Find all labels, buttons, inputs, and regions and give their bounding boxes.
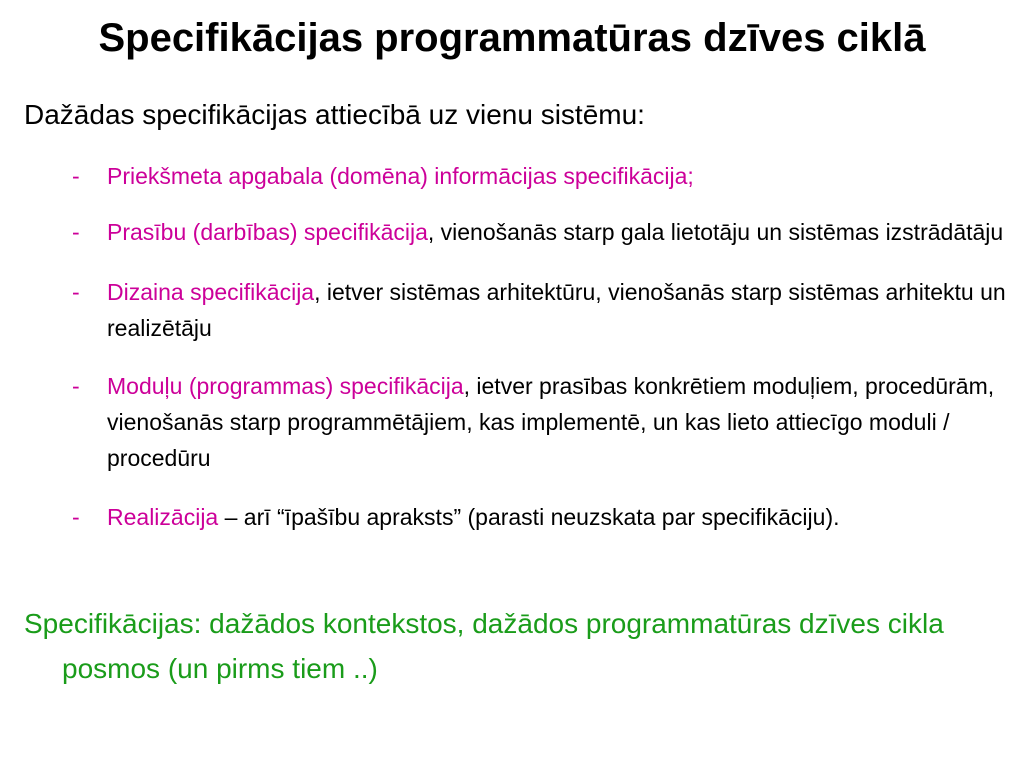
list-item: [72, 214, 1022, 250]
bullet-dash: -: [72, 279, 80, 305]
intro-text: Dažādas specifikācijas attiecībā uz vienu sistēmu:: [24, 99, 645, 130]
bullet-dash: -: [72, 373, 80, 399]
list-item: [72, 158, 1022, 194]
bullet-dash: -: [72, 219, 80, 245]
list-item: [72, 499, 1022, 535]
bullet-highlight: Prasību (darbības) specifikācija: [107, 219, 428, 245]
summary-text: Specifikācijas: dažādos kontekstos, dažādos programmatūras dzīves cikla posmos (un pirms tiem ..): [24, 608, 944, 684]
bullet-highlight: Moduļu (programmas) specifikācija: [107, 373, 464, 399]
list-item: [72, 274, 1022, 346]
bullet-dash: -: [72, 163, 80, 189]
specification-list: [72, 158, 1022, 535]
bullet-dash: -: [72, 504, 80, 530]
bullet-text: , ietver prasības konkrētiem moduļiem, procedūrām, vienošanās starp programmētājiem, kas implementē, un kas lieto attiecīgo moduli / procedūru: [107, 373, 995, 471]
bullet-text: , ietver sistēmas arhitektūru, vienošanās starp sistēmas arhitektu un realizētāju: [107, 279, 1006, 341]
slide-title: Specifikācijas programmatūras dzīves ciklā: [98, 16, 926, 60]
bullet-highlight: Dizaina specifikācija: [107, 279, 315, 305]
bullet-highlight: Realizācija: [107, 504, 219, 530]
list-item: [72, 368, 1022, 476]
bullet-text: , vienošanās starp gala lietotāju un sistēmas izstrādātāju: [427, 219, 1004, 245]
bullet-text: – arī “īpašību apraksts” (parasti neuzskata par specifikāciju).: [218, 504, 840, 530]
bullet-highlight: Priekšmeta apgabala (domēna) informācijas specifikācija;: [107, 163, 694, 189]
